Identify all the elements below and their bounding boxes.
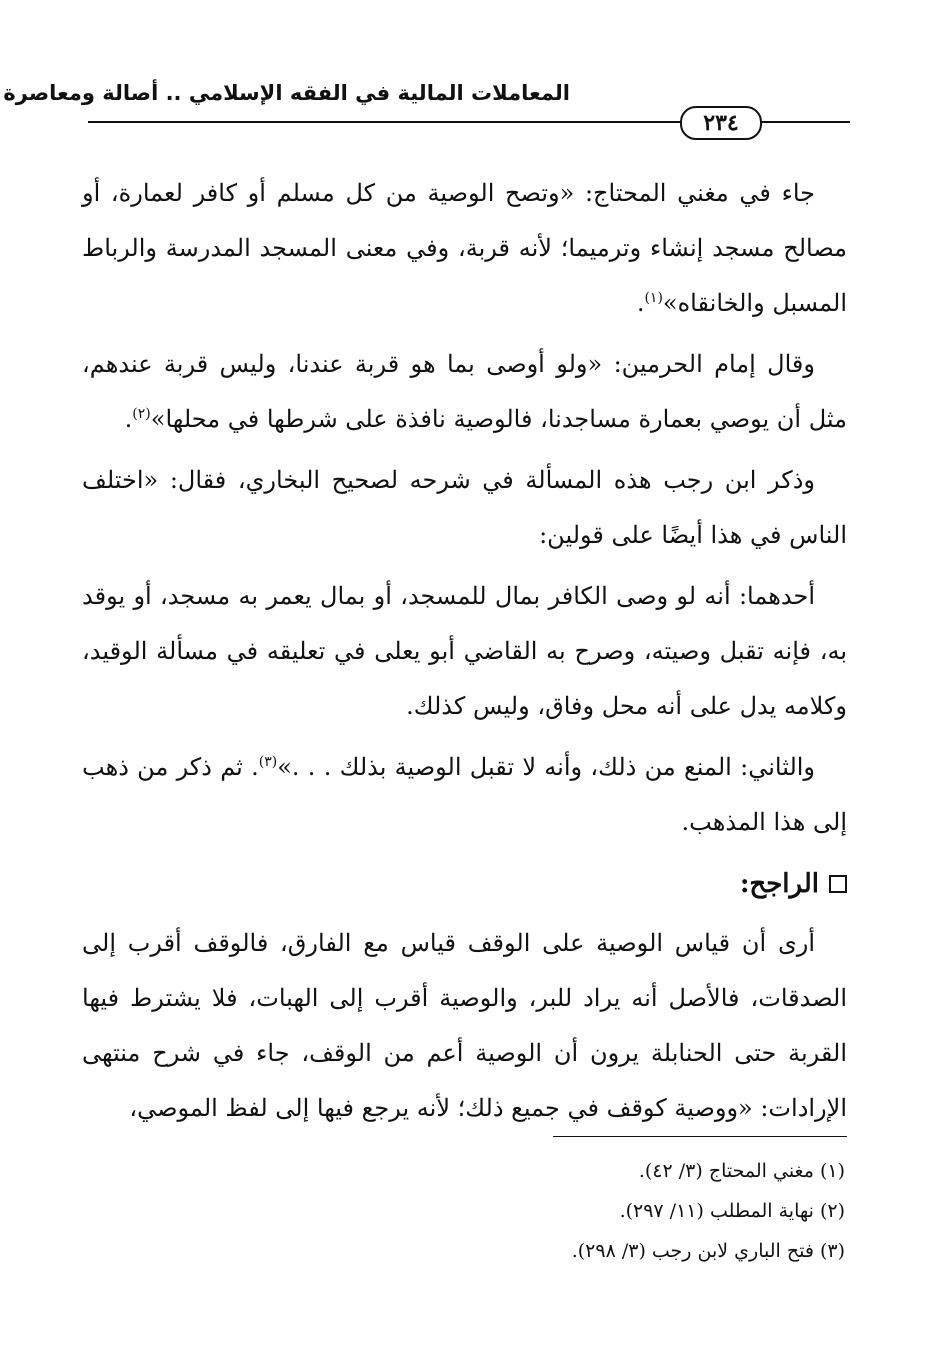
- section-heading-text: الراجح:: [739, 869, 819, 899]
- checkbox-square-icon: [829, 875, 847, 893]
- footnote-3: (٣) فتح الباري لابن رجب (٣/ ٢٩٨).: [571, 1240, 845, 1262]
- paragraph-2: [82, 337, 847, 447]
- paragraph-text: وذكر ابن رجب هذه المسألة في شرحه لصحيح البخاري، فقال: «اختلف الناس في هذا أيضًا على قولين:: [82, 466, 847, 549]
- paragraph-4: [82, 569, 847, 734]
- paragraph-1: [82, 166, 847, 331]
- footnote-ref-3: (٣): [258, 754, 278, 770]
- paragraph-text: والثاني: المنع من ذلك، وأنه لا تقبل الوصية بذلك . . .»: [277, 753, 816, 781]
- footnote-divider: [553, 1136, 847, 1137]
- paragraph-preferred: [82, 916, 847, 1136]
- paragraph-text: جاء في مغني المحتاج: «وتصح الوصية من كل مسلم أو كافر لعمارة، أو مصالح مسجد إنشاء وترميما؛ لأنه قربة، وفي معنى المسجد المدرسة والرباط المسبل والخانقاه»: [82, 179, 847, 317]
- footnote-ref-1: (١): [644, 290, 663, 306]
- paragraph-text: أحدهما: أنه لو وصى الكافر بمال للمسجد، أو بمال يعمر به مسجد، أو يوقد به، فإنه تقبل وصيته، وصرح به القاضي أبو يعلى في تعليقه في مسألة الوقيد، وكلامه يدل على أنه محل وفاق، وليس كذلك.: [82, 582, 847, 720]
- paragraph-text: وقال إمام الحرمين: «ولو أوصى بما هو قربة عندنا، وليس قربة عندهم، مثل أن يوصي بعمارة مساجدنا، فالوصية نافذة على شرطها في محلها»: [82, 350, 847, 433]
- section-heading-preferred: [82, 862, 847, 906]
- paragraph-end: . ثم ذكر من ذهب إلى هذا المذهب.: [82, 753, 847, 836]
- footnote-2: (٢) نهاية المطلب (١١/ ٢٩٧).: [619, 1200, 845, 1222]
- paragraph-end: .: [124, 405, 133, 433]
- paragraph-text: أرى أن قياس الوصية على الوقف قياس مع الفارق، فالوقف أقرب إلى الصدقات، فالأصل أنه يراد للبر، والوصية أقرب إلى الهبات، فلا يشترط فيها القربة حتى الحنابلة يرون أن الوصية أعم من الوقف، جاء في شرح منتهى الإرادات: «ووصية كوقف في جميع ذلك؛ لأنه يرجع فيها إلى لفظ الموصي،: [82, 929, 847, 1122]
- running-header-title: المعاملات المالية في الفقه الإسلامي .. أصالة ومعاصرة: [3, 81, 570, 105]
- page-number-badge: ٢٣٤: [680, 106, 762, 140]
- footnotes: [300, 1151, 845, 1271]
- footnote-1: (١) مغني المحتاج (٣/ ٤٢).: [638, 1160, 845, 1182]
- paragraph-3: [82, 453, 847, 563]
- main-text: [82, 166, 847, 1142]
- paragraph-5: [82, 740, 847, 850]
- footnote-ref-2: (٢): [132, 406, 151, 422]
- paragraph-end: .: [636, 289, 645, 317]
